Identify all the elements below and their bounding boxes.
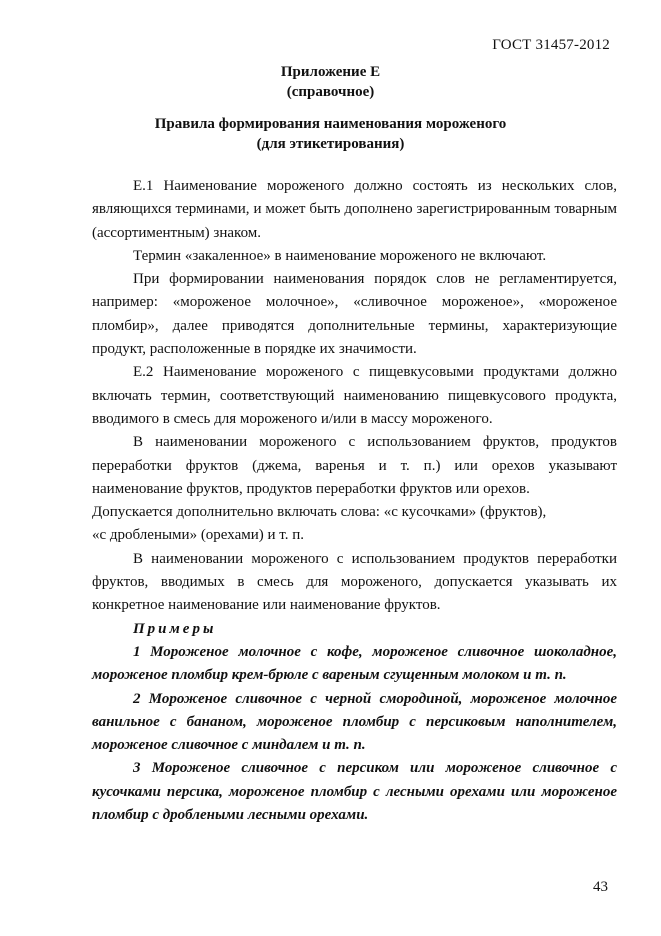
paragraph-processed-fruits: В наименовании мороженого с использованием продуктов переработки фруктов, вводимых в смесь для мороженого, допускается указывать их конкретное наименование или наименование фруктов. xyxy=(92,550,617,614)
example-item: 2 Мороженое сливочное с черной смородиной, мороженое молочное ванильное с бананом, мороженое пломбир с персиковым наполнителем, мороженое сливочное с миндалем и т. п. xyxy=(92,690,617,754)
section-title: Правила формирования наименования мороженого xyxy=(154,116,507,132)
section-subtitle: (для этикетирования) xyxy=(256,136,405,152)
paragraph-pieces: Допускается дополнительно включать слова: «с кусочками» (фруктов), xyxy=(92,504,547,521)
paragraph-fruits: В наименовании мороженого с использованием фруктов, продуктов переработки фруктов (джема, варенья и т. п.) или орехов указывают наименование фруктов, продуктов переработки фруктов или орехов. xyxy=(92,434,617,497)
paragraph-e2: Е.2 Наименование мороженого с пищевкусовыми продуктами должно включать термин, соответствующий наименованию пищевкусового продукта, вводимого в смесь для мороженого и/или в массу мороженого. xyxy=(92,364,617,427)
page-number: 43 xyxy=(593,879,608,895)
paragraph-e1: Е.1 Наименование мороженого должно состоять из нескольких слов, являющихся терминами, и может быть дополнено зарегистрированным товарным (ассортиментным) знаком. xyxy=(92,178,617,241)
example-item: 1 Мороженое молочное с кофе, мороженое сливочное шоколадное, мороженое пломбир крем-брюле с вареным сгущенным молоком и т. п. xyxy=(92,643,617,684)
paragraph-crushed: «с дроблеными» (орехами) и т. п. xyxy=(92,527,304,544)
appendix-title: Приложение Е xyxy=(280,64,381,80)
example-item: 3 Мороженое сливочное с персиком или мороженое сливочное с кусочками персика, мороженое пломбир с лесными орехами или мороженое пломбир с дроблеными лесными орехами. xyxy=(92,760,617,824)
paragraph-term-note: Термин «закаленное» в наименование мороженого не включают. xyxy=(133,247,547,264)
appendix-subtitle: (справочное) xyxy=(286,84,375,100)
document-standard-code: ГОСТ 31457-2012 xyxy=(492,37,610,53)
section-heading xyxy=(0,114,661,154)
paragraph-word-order: При формировании наименования порядок слов не регламентируется, например: «мороженое молочное», «сливочное мороженое», «мороженое пломбир», далее приводятся дополнительные термины, характеризующие продукт, расположенные в порядке их значимости. xyxy=(92,271,617,358)
appendix-heading xyxy=(0,62,661,102)
examples-heading: Примеры xyxy=(133,620,217,637)
document-body xyxy=(92,175,617,827)
